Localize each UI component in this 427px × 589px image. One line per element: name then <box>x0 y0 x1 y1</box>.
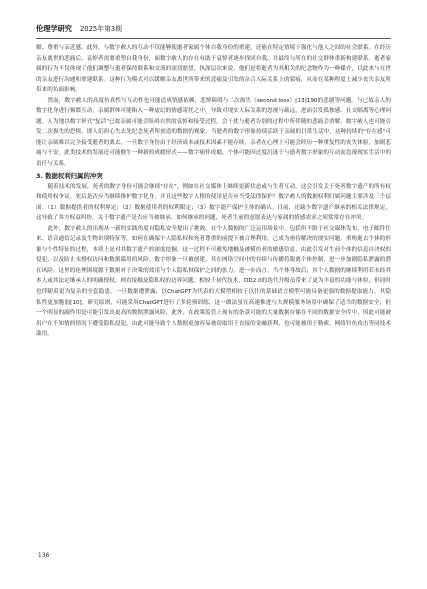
paragraph-3: 随着技术的发展，死者的数字身份可能会继续"存在"，例如在社交媒体上继续更新状态或与生者互动，这会引发关于死者数字遗产的所有权和使用权争议。死后是否应当继续维护数字化身，并且这些数字人格的使用是否应当受法律保护？数字赦人的数据权利归属问题主要涉及三个层面：（1）数据提供者的权利界定；（2）数据使用者的权利限定；（3）数字遗产保护主体的确认。目前，还缺少数字遗产继承的相关法律规定，这导致了各方权益纠纷。关于数字遗产是否应当被继承、如何继承的问题，死者生前的意愿表达与家属的情感需求之间常常存在冲突。 <box>36 183 391 222</box>
article-body <box>36 43 391 340</box>
header-divider <box>36 38 391 39</box>
paragraph-2: 然而，数字赦人的高度仿真性与互动性也可能造成情感依赖、悲悼障碍与二次损失（second loss）[13]190的悲剧等问题。与已故亲人的数字化身进行频繁互动，亲属群体可能陷入一种虚幻的情感寄托之中，导致对现实人际关系的忽视与疏远，进而引发孤独感、社交隔离等心理问题。人为地以数字形式"复活"已故亲属可能会阻碍自然的哀悼和接受过程，会干扰与逝者告别的过程中所伴随的悲痛会消解。数字赦人也可能引发二次损失的恐惧，即人们担心失去先纪念死者所创造的数据的现象。当逝者的数字形象持续活跃于亲属的日常生活中，这种持续的"存在感"可能让亲属难以完全接受逝者的离去。一旦数字身份由于经济成本或技术因素不能存续，亲者在心理上可能会经历一种重复性的丧失体验，加剧悲痛与不安。此类技术的发展还可能催生一种新的成瘾形式——数字痛怀成瘾。个体可能因过度沉迷于与逝者数字形象的互动而忽视现实生活中的责任与关系。 <box>36 97 391 168</box>
page-number: ·136· <box>36 552 52 559</box>
running-header <box>36 23 391 37</box>
paragraph-1: 解、尊重与亲近感。此外，与数字赦人的互动不仅能够使逝者家属个体自我身份的重建，还能在特定情境下强化与他人之间的社会联系。在经历亲友离世的悲痛后，哀悼者需要重塑自我身份，面数字赦人的存在有助于哀悼者逐步找回自我，并最终与所在的社交群体重新构建联系。逝者家属的行为不仅体现了他们调整与逝者保持联系和交流的深切愿望，执深层次来说，他们是将逝者为其相关的纪念物作为一种媒介，以此来与在世的亲友进行沟通和重建联系。这种行为模式可以缓解亲友离世所带来的悲痛及引发的杂合人际关系上的裂痕，从而在某种程度上减少丧失亲友所带来的负面影响。 <box>36 45 391 94</box>
issue-label: 2025年第3期 <box>79 25 122 33</box>
journal-name: 伦理学研究 <box>36 24 72 33</box>
paragraph-4: 此外，数字赦人的出现从一新的实践角度对隐私安全提出了挑战。在个人数据的广泛运用场景中，包括但不限于社交媒体发布、电子邮件往来、语音通信记录及生物识别特征等，如何在确保个人隐私权和死者尊重的前提下被合理利用，已成为亟待解决的现实问题。重构逝去个体的形象与个性特征的过程，本质上是对其数字遗产的深度挖掘，这一过程不可避免地触及被模仿者的敏感信息，由此引发对生前个体的信息自决权的侵犯，以及防止未授权访问和数据滥用的风险。数字形象一旦被创建，其在网络空间中的存续与传播将脱离个体控制，进一步加剧隐私泄露的潜在风险。这里的伦理困境源于数据对于决策的效用与个人隐私权保护之间的张力。进一步而言，当个体身故后，其个人数据的继续利用若未经其本人或其法定继承人的明确授权，则直接触及隐私权的边界问题。相较于初代技术，DD2.0的迭代升级虽带来了更为丰富的功能与体验，但同时也伴随着更为复杂的全套隐患，一旦数据遭泄露，以ChatGPT为代表的大模型相较于以往的基础语言模型可能具备更强的数据提取能力，其隐私性更加脆弱[10]。研究原则，可能采用ChatGPT进行了多轮预训练，这一做法虽在高速推进与大规模服务场景中确保了适当的数据安全，但一个明显的副作用是可能引发出更高的数据泄露风险，此外，在政策监管上现有的条款可能的大量数据存储在不同的数据安全库中，因此可能被用户在不知情的情况下遭受隐私侵犯，由此可能导致个人数据更加容易被窃取用于直接的金融获利，也可能被用于勒索、网络钓鱼攻击等同技术滥用。 <box>36 225 391 338</box>
section-heading: 3. 数据权利归属的冲突 <box>36 171 103 180</box>
